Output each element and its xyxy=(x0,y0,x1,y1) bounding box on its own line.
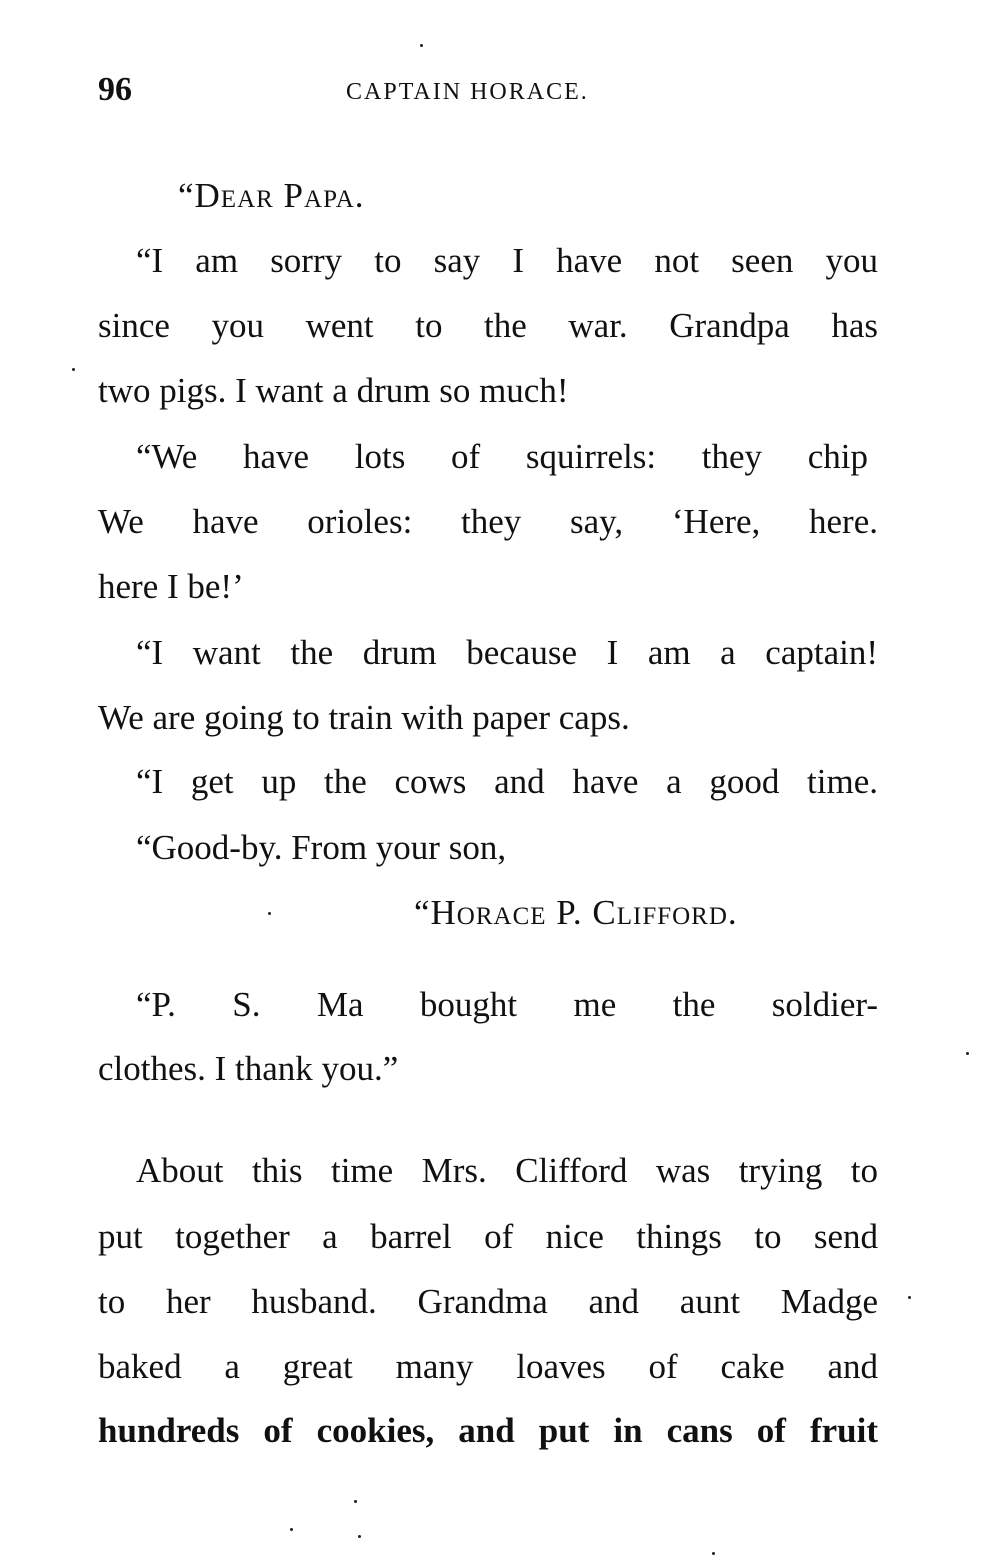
running-head: CAPTAIN HORACE. xyxy=(346,79,589,105)
print-speck xyxy=(72,368,75,371)
text-line: “We have lots of squirrels: they chip xyxy=(136,437,868,476)
text-line: to her husband. Grandma and aunt Madge xyxy=(98,1282,878,1321)
text-line: two pigs. I want a drum so much! xyxy=(98,371,569,410)
text-line: We are going to train with paper caps. xyxy=(98,698,630,737)
letter-signature: “Horace P. Clifford. xyxy=(414,893,738,932)
text-line: here I be!’ xyxy=(98,567,244,606)
text-line: put together a barrel of nice things to send xyxy=(98,1217,878,1256)
print-speck xyxy=(358,1535,361,1538)
print-speck xyxy=(966,1052,969,1055)
print-speck xyxy=(268,912,271,915)
page-header xyxy=(98,68,878,112)
text-line: “I get up the cows and have a good time. xyxy=(136,762,878,801)
text-line: “Good-by. From your son, xyxy=(136,828,507,867)
letter-salutation: “Dear Papa. xyxy=(178,176,365,215)
print-speck xyxy=(712,1552,715,1555)
text-line: We have orioles: they say, ‘Here, here. xyxy=(98,502,878,541)
print-speck xyxy=(354,1500,357,1503)
text-line: “I want the drum because I am a captain! xyxy=(136,633,878,672)
text-line: About this time Mrs. Clifford was trying to xyxy=(136,1151,878,1190)
text-line: since you went to the war. Grandpa has xyxy=(98,306,878,345)
text-line: hundreds of cookies, and put in cans of fruit xyxy=(98,1411,878,1450)
text-line: baked a great many loaves of cake and xyxy=(98,1347,878,1386)
print-speck xyxy=(908,1296,911,1299)
print-speck xyxy=(420,44,423,47)
page-number: 96 xyxy=(98,71,132,108)
text-line: “P. S. Ma bought me the soldier- xyxy=(136,985,878,1024)
print-speck xyxy=(290,1528,293,1531)
text-line: clothes. I thank you.” xyxy=(98,1049,399,1088)
text-line: “I am sorry to say I have not seen you xyxy=(136,241,878,280)
